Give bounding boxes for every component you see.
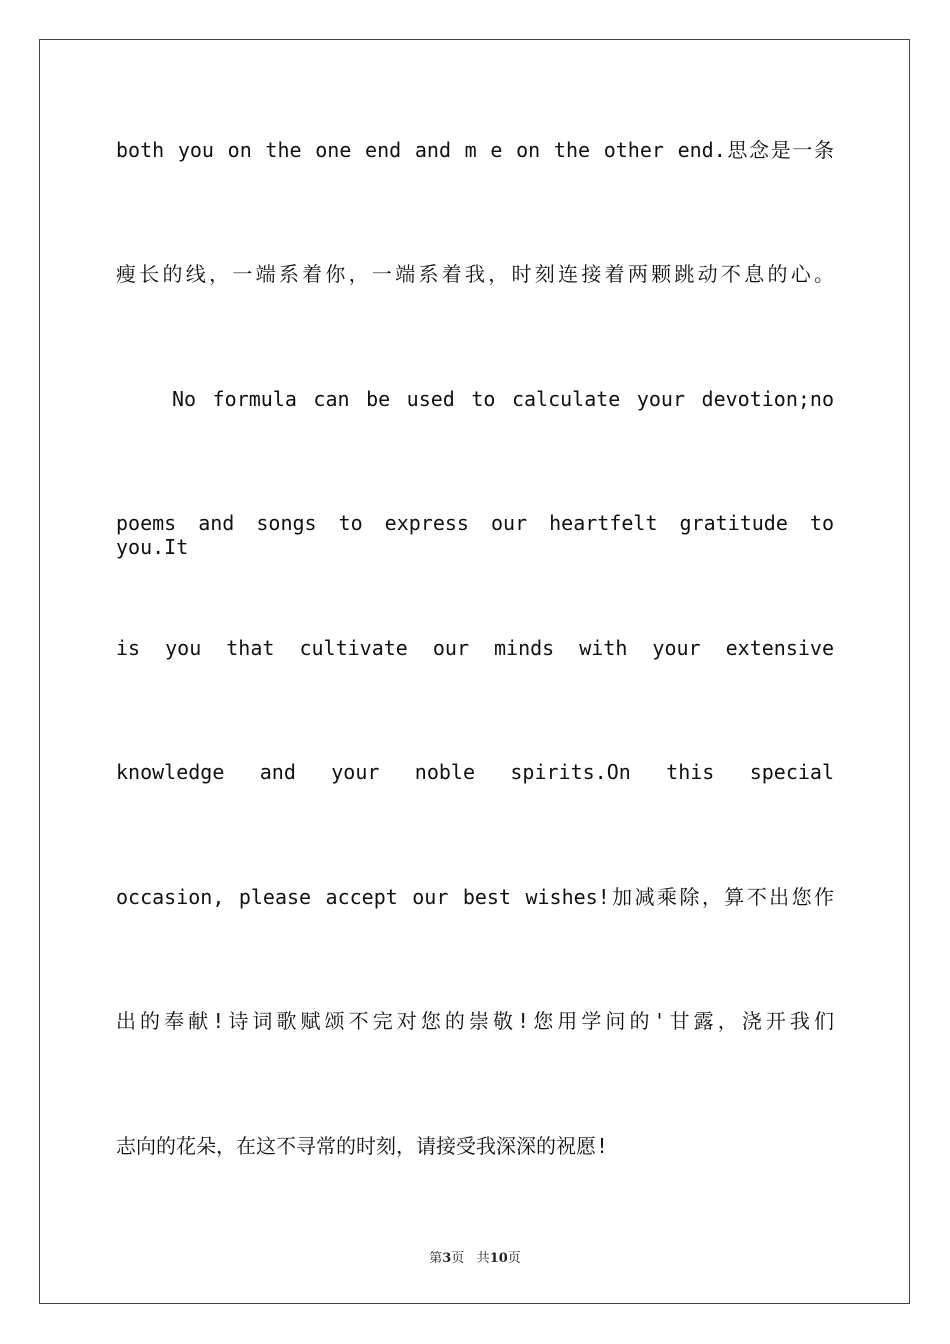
body-line-9: 志向的花朵，在这不寻常的时刻，请接受我深深的祝愿! (116, 1134, 609, 1158)
body-line-3: No formula can be used to calculate your devotion;no (172, 387, 834, 411)
body-line-7: occasion, please accept our best wishes!加减乘除，算不出您作 (116, 885, 834, 909)
body-line-1: both you on the one end and m e on the other end.思念是一条 (116, 138, 834, 162)
page-current: 3 (442, 1251, 452, 1266)
page-suffix: 页 (451, 1251, 465, 1266)
page-total: 10 (489, 1251, 508, 1266)
body-line-8: 出的奉献!诗词歌赋颂不完对您的崇敬!您用学问的'甘露，浇开我们 (116, 1009, 834, 1033)
page-border (39, 39, 910, 1304)
body-line-2: 瘦长的线，一端系着你，一端系着我，时刻连接着两颗跳动不息的心。 (116, 262, 834, 286)
total-prefix: 共 (476, 1251, 490, 1266)
page-footer (0, 1247, 950, 1266)
body-line-4: poems and songs to express our heartfelt gratitude to you.It (116, 511, 834, 559)
total-suffix: 页 (507, 1251, 521, 1266)
body-line-5: is you that cultivate our minds with your extensive (116, 636, 834, 660)
page-prefix: 第 (429, 1251, 443, 1266)
body-line-6: knowledge and your noble spirits.On this special (116, 760, 834, 784)
